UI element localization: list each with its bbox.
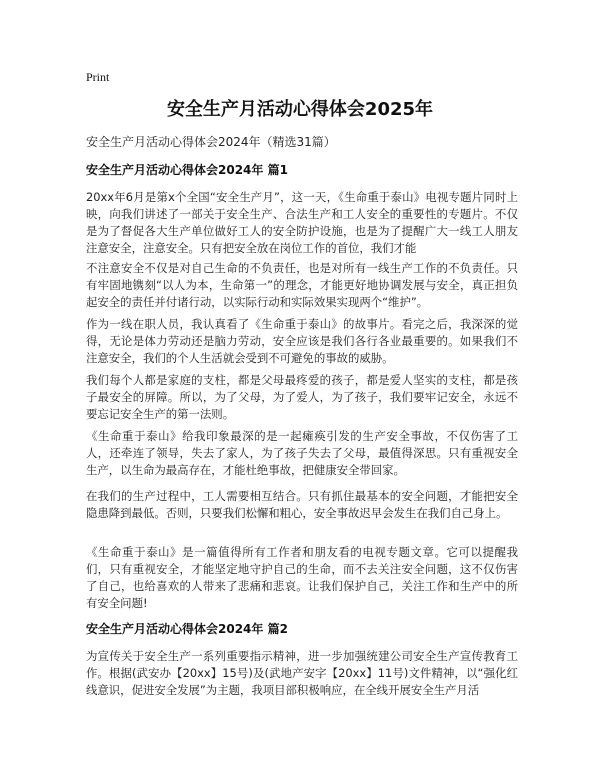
paragraph: 《生命重于泰山》给我印象最深的是一起瘫痪引发的生产安全事故，不仅伤害了工人，还牵连了领导，失去了家人，为了孩子失去了父母，最值得深思。只有重视安全生产，以生命为最高存在，才能杜绝事故，把健康安全带回家。 <box>86 429 518 477</box>
print-link[interactable]: Print <box>86 70 110 84</box>
paragraph: 不注意安全不仅是对自己生命的不负责任，也是对所有一线生产工作的不负责任。只有牢固地镌刻“以人为本，生命第一”的理念，才能更好地协调发展与安全，真正担负起安全的责任并付诸行动，以实际行动和实际效果实现两个“维护”。 <box>86 261 518 309</box>
paragraph: 20xx年6月是第x个全国“安全生产月”，这一天，《生命重于泰山》电视专题片同时上映，向我们讲述了一部关于安全生产、合法生产和工人安全的重要性的专题片。不仅是为了督促各大生产单位做好工人的安全防护设施，也是为了提醒广大一线工人朋友注意安全，注意安全。只有把安全放在岗位工作的首位，我们才能 <box>86 190 518 255</box>
paragraph: 在我们的生产过程中，工人需要相互结合。只有抓住最基本的安全问题，才能把安全隐患降到最低。否则，只要我们松懈和粗心，安全事故迟早会发生在我们自己身上。 <box>86 489 518 520</box>
paragraph: 作为一线在职人员，我认真看了《生命重于泰山》的故事片。看完之后，我深深的觉得，无论是体力劳动还是脑力劳动，安全应该是我们各行各业最重要的。如果我们不注意安全，我们的个人生活就会受到不可避免的事故的威胁。 <box>86 317 518 365</box>
document-subtitle: 安全生产月活动心得体会2024年（精选31篇） <box>86 135 336 149</box>
paragraph: 为宣传关于安全生产一系列重要指示精神，进一步加强统建公司安全生产宣传教育工作。根据(武安办【20xx】15号)及(武地产安字【20xx】11号)文件精神，以“强化红线意识，促进安全发展”为主题，我项目部积极响应，在全线开展安全生产月活 <box>86 649 518 697</box>
paragraph: 《生命重于泰山》是一篇值得所有工作者和朋友看的电视专题文章。它可以提醒我们，只有重视安全，才能坚定地守护自己的生命，而不去关注安全问题，这不仅伤害了自己，也给喜欢的人带来了悲痛和悲哀。让我们保护自己，关注工作和生产中的所有安全问题! <box>86 545 518 610</box>
document-title: 安全生产月活动心得体会2025年 <box>166 99 434 120</box>
section-heading-1: 安全生产月活动心得体会2024年 篇1 <box>86 163 288 177</box>
section-heading-2: 安全生产月活动心得体会2024年 篇2 <box>86 622 288 636</box>
paragraph: 我们每个人都是家庭的支柱，都是父母最疼爱的孩子，都是爱人坚实的支柱，都是孩子最安全的屏障。所以，为了父母，为了爱人，为了孩子，我们要牢记安全，永远不要忘记安全生产的第一法则。 <box>86 373 518 421</box>
